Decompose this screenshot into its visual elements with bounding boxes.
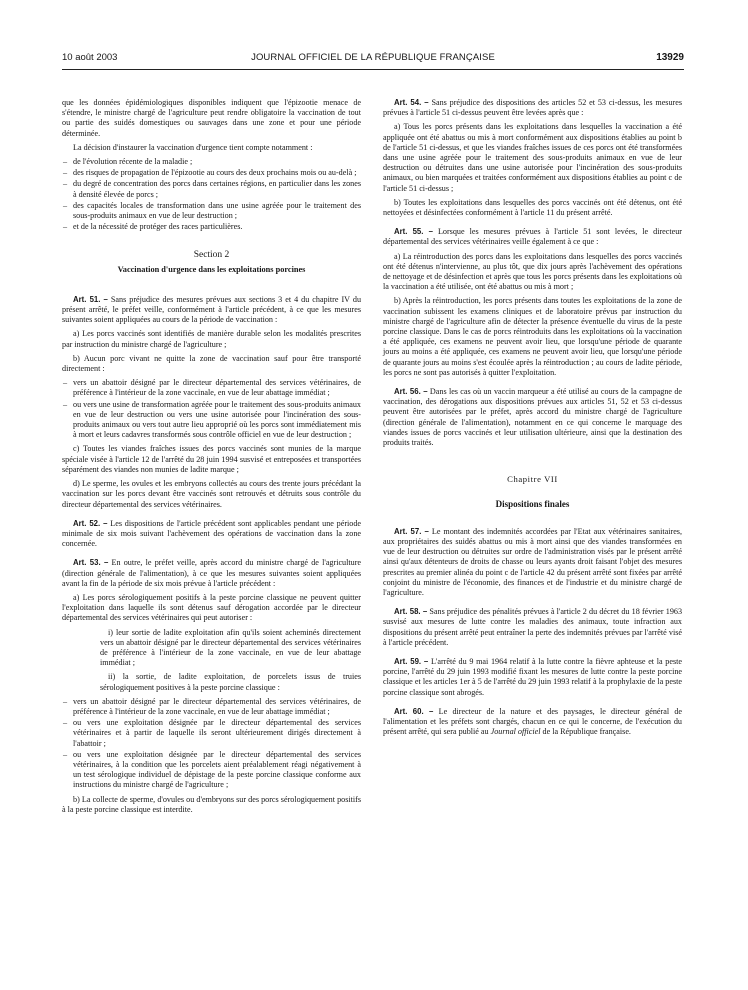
article-label: Art. 60. –	[394, 706, 434, 716]
article-text: Le directeur de la nature et des paysages, le directeur général de l'alimentation et les préfets sont chargés, chacun en ce qui le concerne, de l'exécution du présent arrêté, qui sera publié au	[383, 706, 682, 737]
list-item: – du degré de concentration des porcs dans certaines régions, en particulier dans les zones à densité élevée de porcs ;	[62, 179, 361, 199]
article-label: Art. 51. –	[73, 294, 108, 304]
list-item: – ou vers une exploitation désignée par le directeur départemental des services vétérinaires et à partir de laquelle ils seront ultérieurement dirigés directement à l'abattoir ;	[62, 718, 361, 749]
article-57	[383, 527, 682, 598]
list-item: – et de la nécessité de protéger des races particulières.	[62, 222, 361, 232]
article-53-i: i) leur sortie de ladite exploitation afin qu'ils soient acheminés directement vers un abattoir désigné par le directeur départemental des services vétérinaires de préférence à l'intérieur de la zone vaccinale, en vue de leur abattage immédiat ;	[100, 627, 361, 668]
chapter-subtitle: Dispositions finales	[495, 498, 570, 509]
article-label: Art. 54. –	[394, 98, 429, 107]
article-53-b: b) La collecte de sperme, d'ovules ou d'embryons sur des porcs sérologiquement positifs à la peste porcine classique est interdite.	[62, 794, 361, 814]
article-text: Lorsque les mesures prévues à l'article 51 sont levées, le directeur départemental des services vétérinaires veille également à ce que :	[383, 227, 683, 247]
article-label: Art. 59. –	[394, 656, 429, 666]
chapter-title: Chapitre VII	[507, 474, 558, 485]
article-text: Dans les cas où un vaccin marqueur a été utilisé au cours de la campagne de vaccination, des dérogations aux dispositions prévues aux articles 51, 52 et 53 ci-dessus peuvent être autorisées par le préfet, après accord du ministre chargé de l'agriculture (direction générale de l'alimentation), notamment en ce qui concerne le marquage des viandes issues de porcs vaccinés et leur utilisation ultérieure, ainsi que la destination des produits traités.	[383, 387, 683, 448]
article-56	[383, 387, 682, 448]
article-53-ii: ii) la sortie, de ladite exploitation, de porcelets issus de truies sérologiquement positives à la peste porcine classique :	[100, 672, 361, 692]
article-label: Art. 52. –	[73, 518, 108, 528]
header-page-number: 13929	[656, 52, 684, 63]
article-text: Sans préjudice des dispositions des articles 52 et 53 ci-dessus, les mesures prévues à l'article 51 ci-dessus peuvent être levées après que :	[383, 98, 682, 118]
left-column	[62, 98, 361, 819]
list-item: – des risques de propagation de l'épizootie au cours des deux prochains mois ou au-delà ;	[62, 168, 361, 178]
list-item: – des capacités locales de transformation dans une usine agréée pour le traitement des sous-produits animaux en vue de leur destruction ;	[62, 201, 361, 221]
article-label: Art. 53. –	[73, 558, 109, 568]
right-column	[383, 98, 682, 741]
article-text: Sans préjudice des pénalités prévues à l'article 2 du décret du 18 février 1963 susvisé aux mesures de lutte contre les maladies des animaux, toute infraction aux dispositions du présent arrêté peut entraîner la perte des indemnités prévues par l'arrêté visé à l'article précédent.	[383, 607, 683, 647]
article-51-c: c) Toutes les viandes fraîches issues des porcs vaccinés sont munies de la marque spéciale visée à l'article 12 de l'arrêté du 28 juin 1994 susvisé et entreposées et transportées séparément des viandes non munies de ladite marque ;	[62, 444, 361, 474]
article-54	[383, 98, 682, 118]
article-text: En outre, le préfet veille, après accord du ministre chargé de l'agriculture (direction générale de l'alimentation), à ce que les mesures suivantes soient appliquées avant la fin de la période de six mois prévue à l'article précédent :	[62, 558, 362, 588]
article-55	[383, 227, 682, 247]
list-item: – vers un abattoir désigné par le directeur départemental des services vétérinaires, de préférence à l'intérieur de la zone vaccinale, en vue de leur abattage immédiat ;	[62, 697, 361, 717]
article-55-b: b) Après la réintroduction, les porcs présents dans toutes les exploitations de la zone de vaccination subissent les examens cliniques et de laboratoire prévus par instruction du ministre chargé de l'agriculture afin de détecter la présence éventuelle du virus de la peste porcine classique. Dans le cas de porcs réintroduits dans les exploitations où la vaccination a été appliquée, ces examens ne peuvent avoir lieu, que lorsqu'une période de quarante jours au moins a été appliquée, ces examens ne peuvent avoir lieu, que lorsqu'une période de quarante jours au moins s'est écoulée après la réintroduction ; au cours de ladite période, les porcs ne sont pas autorisés à quitter l'exploitation.	[383, 296, 682, 377]
article-54-b: b) Toutes les exploitations dans lesquelles des porcs vaccinés ont été détenus, ont été nettoyées et désinfectées conformément à l'article 11 du présent arrêté.	[383, 197, 682, 218]
decision-paragraph: La décision d'instaurer la vaccination d'urgence tient compte notamment :	[73, 142, 313, 152]
article-52	[62, 519, 361, 550]
article-51-a: a) Les porcs vaccinés sont identifiés de manière durable selon les modalités prescrites par instruction du ministre chargé de l'agriculture ;	[62, 329, 361, 349]
article-54-a: a) Tous les porcs présents dans les exploitations dans lesquelles la vaccination a été appliquée ont été abattus ou mis à mort conformément aux dispositions établies au point b de l'article 51 ci-dessus, et que les viandes fraîches issues de ces porcs ont été transformées dans une usine agréée pour le traitement des sous-produits animaux en vue de leur destruction ou détruites dans une usine autorisée pour l'incinération des sous-produits animaux, ou bien marquées et traitées conformément aux dispositions établies au point c de l'article 51 ci-dessus ;	[383, 122, 682, 193]
article-51-b-list	[62, 378, 361, 440]
article-53-a: a) Les porcs sérologiquement positifs à la peste porcine classique ne peuvent quitter l'exploitation dans laquelle ils sont détenus sauf dérogation accordée par le directeur départemental des services vétérinaires qui peut autoriser :	[62, 592, 361, 623]
list-item: – vers un abattoir désigné par le directeur départemental des services vétérinaires, de préférence à l'intérieur de la zone vaccinale, en vue de leur abattage immédiat ;	[62, 378, 361, 398]
list-item: – de l'évolution récente de la maladie ;	[62, 157, 361, 167]
article-text: Sans préjudice des mesures prévues aux sections 3 et 4 du chapitre IV du présent arrêté, le préfet veille, conformément à l'article précédent, à ce que les mesures suivantes soient appliquées au cours de la période de vaccination :	[62, 294, 362, 325]
intro-paragraph: que les données épidémiologiques disponibles indiquent que l'épizootie menace de s'étendre, le ministre chargé de l'agriculture peut rendre obligatoire la vaccination de tout ou partie des suidés domestiques ou sauvages dans une zone et pour une période déterminée.	[62, 98, 361, 138]
article-text-end: de la République française.	[540, 727, 631, 737]
section-subtitle: Vaccination d'urgence dans les exploitations porcines	[117, 264, 306, 274]
article-label: Art. 55. –	[394, 227, 433, 237]
article-53-ii-list	[62, 697, 361, 791]
article-59	[383, 657, 682, 698]
article-53	[62, 558, 361, 589]
list-item: – ou vers une usine de transformation agréée pour le traitement des sous-produits animaux en vue de leur destruction ou vers une usine autorisée pour l'incinération des sous-produits animaux ou vers tout autre lieu approprié où les porcs sont immédiatement mis à mort et leurs cadavres transformés sous contrôle officiel en vue de leur destruction ;	[62, 400, 361, 441]
section-title: Section 2	[193, 250, 230, 261]
decision-list	[62, 157, 361, 232]
article-51-b: b) Aucun porc vivant ne quitte la zone de vaccination sauf pour être transporté directement :	[62, 353, 361, 374]
header-date: 10 août 2003	[62, 52, 118, 63]
article-text: Le montant des indemnités accordées par l'Etat aux vétérinaires sanitaires, aux propriétaires des suidés abattus ou mis à mort ainsi que des viandes transformées en vue de leur destruction ou détruites sur ordre de l'administration visés par le présent arrêté ainsi qu'aux détenteurs de droits de chasse ou leurs ayants droit faisant l'objet des mesures prescrites au premier alinéa du point c de l'article 42 du présent arrêté sont fixées par arrêté conjoint du ministre de l'économie, des finances et de l'industrie et du ministre chargé de l'agriculture.	[383, 526, 683, 597]
article-text: Les dispositions de l'article précédent sont applicables pendant une période minimale de six mois suivant l'achèvement des opérations de vaccination dans la zone concernée.	[62, 518, 362, 549]
article-label: Art. 58. –	[394, 607, 428, 617]
article-51	[62, 295, 361, 326]
header-rule	[62, 69, 684, 70]
article-55-a: a) La réintroduction des porcs dans les exploitations dans lesquelles des porcs vaccinés ont été détenus n'intervienne, au plus tôt, que dix jours après l'achèvement des opérations de nettoyage et de désinfection et après que tous les porcs présents dans les exploitations où la vaccination a été utilisée, ont été abattus ou mis à mort ;	[383, 251, 682, 292]
article-51-d: d) Le sperme, les ovules et les embryons collectés au cours des trente jours précédant la vaccination sur les porcs devant être vaccinés sont retrouvés et détruits sous contrôle du directeur départemental des services vétérinaires.	[62, 479, 361, 509]
header-journal-title: JOURNAL OFFICIEL DE LA RÉPUBLIQUE FRANÇAISE	[251, 52, 495, 63]
article-60	[383, 707, 682, 738]
running-header	[62, 52, 684, 66]
article-label: Art. 56. –	[394, 387, 428, 397]
list-item: – ou vers une exploitation désignée par le directeur départemental des services vétérinaires, à la condition que les porcelets aient préalablement réagi négativement à un test sérologique individuel de dépistage de la peste porcine classique conforme aux instructions du ministre chargé de l'agriculture ;	[62, 750, 361, 791]
journal-name: Journal officiel	[490, 727, 541, 737]
article-text: L'arrêté du 9 mai 1964 relatif à la lutte contre la fièvre aphteuse et la peste porcine, l'arrêté du 29 juin 1993 modifié fixant les mesures de lutte contre la peste porcine classique et les articles 1er à 5 de l'arrêté du 29 juin 1993 relatif à la prophylaxie de la peste porcine classique sont abrogés.	[383, 656, 682, 697]
article-58	[383, 607, 682, 648]
article-label: Art. 57. –	[394, 526, 429, 536]
